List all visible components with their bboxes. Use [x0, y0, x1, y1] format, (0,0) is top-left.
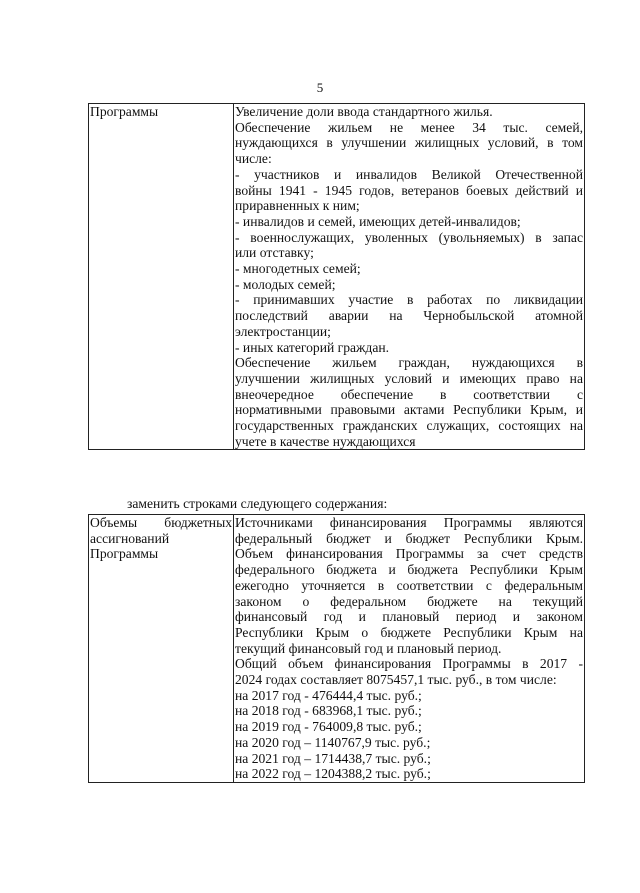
text-line: текущий финансовый год и плановый период. — [235, 640, 502, 656]
text-line: Увеличение доли ввода стандартного жилья. — [235, 104, 493, 119]
text-line: Республики Крым о бюджете Республики Крым на — [235, 624, 583, 640]
row-label — [90, 515, 232, 562]
text-line: - многодетных семей; — [235, 261, 361, 277]
text-line: законом о федеральном бюджете на текущий — [235, 593, 583, 609]
text-line: нуждающихся в улучшении жилищных условий, в том — [235, 135, 583, 151]
text-line: или отставку; — [235, 245, 314, 261]
row-content — [235, 104, 583, 449]
row-label: Программы — [90, 104, 159, 119]
table-row — [89, 104, 585, 450]
row-label-cell — [89, 104, 234, 450]
text-line: учете в качестве нуждающихся — [235, 433, 416, 449]
text-line: ассигнований — [90, 530, 170, 546]
text-line: - молодых семей; — [235, 276, 336, 292]
text-line: последствий аварии на Чернобыльской атомной — [235, 308, 583, 324]
text-line: числе: — [235, 151, 272, 167]
text-line: финансовый год и плановый период и законом — [235, 609, 583, 625]
text-line: электростанции; — [235, 323, 331, 339]
row-content — [235, 515, 583, 782]
text-line: внеочередное обеспечение в соответствии с — [235, 386, 583, 402]
table-row — [89, 515, 585, 783]
row-content-cell — [234, 515, 585, 783]
text-line: - инвалидов и семей, имеющих детей-инвалидов; — [235, 213, 521, 229]
text-line: Общий объем финансирования Программы в 2017 - — [235, 656, 583, 672]
text-line: - принимавших участие в работах по ликвидации — [235, 292, 583, 308]
text-line: Объем финансирования Программы за счет средств — [235, 546, 583, 562]
text-line: нормативными правовыми актами Республики Крым, и — [235, 402, 583, 418]
text-line: федеральный бюджет и бюджет Республики Крым. — [235, 530, 583, 546]
text-line: ежегодно уточняется в соответствии с федеральным — [235, 577, 583, 593]
text-line: на 2017 год - 476444,4 тыс. руб.; — [235, 687, 422, 703]
text-line: 2024 годах составляет 8075457,1 тыс. руб., в том числе: — [235, 672, 557, 688]
text-line: - иных категорий граждан. — [235, 339, 390, 355]
replace-note: заменить строками следующего содержания: — [127, 496, 388, 511]
text-line: приравненных к ним; — [235, 198, 360, 214]
text-line: на 2019 год - 764009,8 тыс. руб.; — [235, 719, 422, 735]
text-line: войны 1941 - 1945 годов, ветеранов боевых действий и — [235, 182, 583, 198]
text-line: Обеспечение жильем не менее 34 тыс. семей, — [235, 119, 583, 135]
text-line: на 2021 год – 1714438,7 тыс. руб.; — [235, 750, 431, 766]
text-line: федерального бюджета и бюджета Республики Крым — [235, 562, 583, 578]
text-line: Обеспечение жильем граждан, нуждающихся в — [235, 355, 583, 371]
page-number: 5 — [316, 80, 324, 95]
text-line: на 2020 год – 1140767,9 тыс. руб.; — [235, 734, 431, 750]
row-content-cell — [234, 104, 585, 450]
text-line: Объемы бюджетных — [90, 515, 232, 530]
text-line: улучшении жилищных условий и имеющих право на — [235, 370, 583, 386]
text-line: - участников и инвалидов Великой Отечественной — [235, 166, 583, 182]
text-line: - военнослужащих, уволенных (увольняемых) в запас — [235, 229, 583, 245]
text-line: на 2022 год – 1204388,2 тыс. руб.; — [235, 766, 431, 782]
budget-table — [88, 514, 585, 783]
text-line: Источниками финансирования Программы являются — [235, 515, 583, 530]
text-line: Программы — [90, 546, 159, 562]
text-line: на 2018 год - 683968,1 тыс. руб.; — [235, 703, 422, 719]
text-line: государственных гражданских служащих, состоящих на — [235, 418, 583, 434]
row-label-cell — [89, 515, 234, 783]
programs-table — [88, 103, 585, 450]
